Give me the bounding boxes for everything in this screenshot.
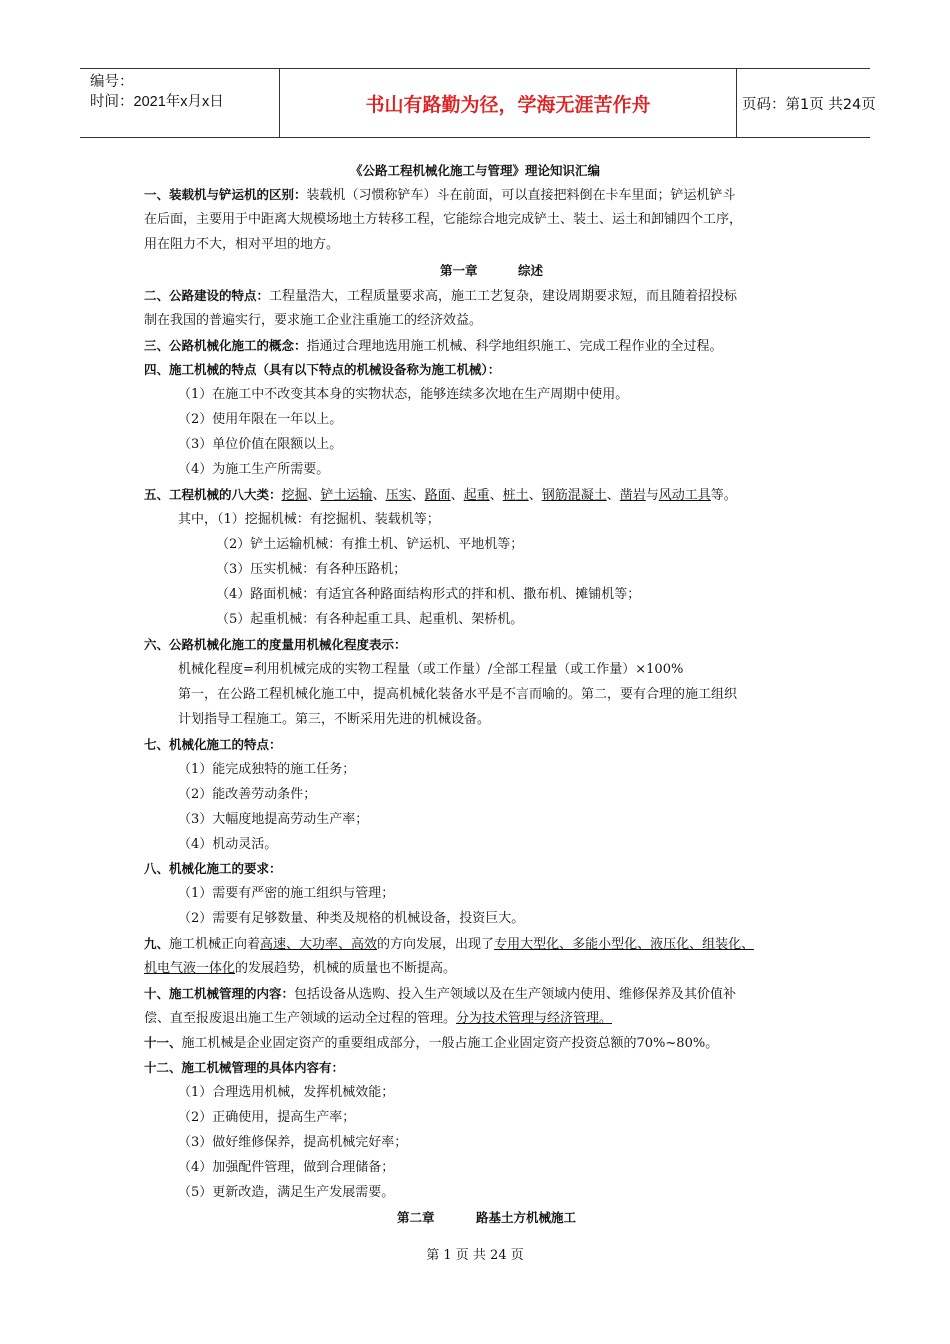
section-2-line-1: 二、公路建设的特点：工程量浩大，工程质量要求高，施工工艺复杂，建设周期要求短，而且随着招投标 bbox=[144, 288, 738, 304]
section-10-line-2: 偿、直至报废退出施工生产领域的运动全过程的管理。分为技术管理与经济管理。 bbox=[144, 1011, 613, 1026]
header-motto: 书山有路勤为径，学海无涯苦作舟 bbox=[280, 69, 737, 137]
section-5-item: （2）铲土运输机械：有推土机、铲运机、平地机等； bbox=[216, 537, 524, 552]
page-footer: 第 1 页 共 24 页 bbox=[426, 1248, 524, 1263]
section-8-item: （1）需要有严密的施工组织与管理； bbox=[178, 886, 395, 901]
section-4-item: （1）在施工中不改变其本身的实物状态，能够连续多次地在生产周期中使用。 bbox=[178, 387, 629, 402]
section-4-item: （2）使用年限在一年以上。 bbox=[178, 412, 343, 427]
category: 路面 bbox=[424, 488, 451, 503]
section-12-item: （2）正确使用，提高生产率； bbox=[178, 1110, 356, 1125]
section-6-formula: 机械化程度=利用机械完成的实物工程量（或工作量）/全部工程量（或工作量）×100% bbox=[178, 662, 684, 677]
section-4-item: （4）为施工生产所需要。 bbox=[178, 462, 330, 477]
section-7-item: （2）能改善劳动条件； bbox=[178, 787, 317, 802]
section-5-item: （3）压实机械：有各种压路机； bbox=[216, 562, 407, 577]
category: 桩土 bbox=[502, 488, 529, 503]
section-1-line-2: 在后面，主要用于中距离大规模场地土方转移工程，它能综合地完成铲土、装土、运土和卸铺四个工序， bbox=[144, 212, 743, 227]
section-5-line: 五、工程机械的八大类：挖掘、铲土运输、压实、路面、起重、桩土、钢筋混凝土、凿岩与风动工具等。 bbox=[144, 487, 737, 503]
section-6-line-2: 计划指导工程施工。第三，不断采用先进的机械设备。 bbox=[178, 712, 491, 727]
section-7-label: 七、机械化施工的特点： bbox=[144, 737, 282, 752]
section-1-line-1: 一、装载机与铲运机的区别：装载机（习惯称铲车）斗在前面，可以直接把料倒在卡车里面；铲运机铲斗 bbox=[144, 187, 736, 203]
header-page-info: 页码：第1页 共24页 bbox=[742, 96, 876, 113]
section-12-label: 十二、施工机械管理的具体内容有： bbox=[144, 1060, 345, 1075]
section-10-line-1: 十、施工机械管理的内容：包括设备从选购、投入生产领域以及在生产领域内使用、维修保养及其价值补 bbox=[144, 986, 737, 1002]
section-9-line-2: 机电气液一体化的发展趋势，机械的质量也不断提高。 bbox=[144, 961, 457, 976]
category: 风动工具 bbox=[658, 488, 711, 503]
section-8-item: （2）需要有足够数量、种类及规格的机械设备，投资巨大。 bbox=[178, 911, 525, 926]
section-1-label: 一、装载机与铲运机的区别： bbox=[144, 187, 307, 202]
section-12-item: （1）合理选用机械，发挥机械效能； bbox=[178, 1085, 395, 1100]
category: 铲土运输 bbox=[320, 488, 373, 503]
section-7-item: （3）大幅度地提高劳动生产率； bbox=[178, 812, 369, 827]
number-label: 编号： bbox=[90, 74, 134, 90]
section-4-item: （3）单位价值在限额以上。 bbox=[178, 437, 343, 452]
category: 钢筋混凝土 bbox=[541, 488, 607, 503]
section-12-item: （4）加强配件管理，做到合理储备； bbox=[178, 1160, 395, 1175]
chapter-1-name: 综述 bbox=[518, 263, 544, 278]
section-7-item: （4）机动灵活。 bbox=[178, 837, 278, 852]
header-meta bbox=[80, 69, 280, 137]
chapter-1-number: 第一章 bbox=[440, 263, 478, 278]
document-title: 《公路工程机械化施工与管理》理论知识汇编 bbox=[349, 163, 600, 178]
chapter-2-name: 路基土方机械施工 bbox=[476, 1210, 577, 1225]
section-6-line-1: 第一，在公路工程机械化施工中，提高机械化装备水平是不言而喻的。第二，要有合理的施工组织 bbox=[178, 687, 738, 702]
section-7-item: （1）能完成独特的施工任务； bbox=[178, 762, 356, 777]
section-1-line-3: 用在阻力不大，相对平坦的地方。 bbox=[144, 237, 340, 252]
section-6-label: 六、公路机械化施工的度量用机械化程度表示： bbox=[144, 637, 407, 652]
section-8-label: 八、机械化施工的要求： bbox=[144, 861, 282, 876]
section-4-label: 四、施工机械的特点（具有以下特点的机械设备称为施工机械）： bbox=[144, 362, 501, 377]
time-label: 时间：2021年x月x日 bbox=[90, 94, 224, 110]
section-5-item: （4）路面机械：有适宜各种路面结构形式的拌和机、撒布机、摊铺机等； bbox=[216, 587, 641, 602]
section-11: 十一、施工机械是企业固定资产的重要组成部分，一般占施工企业固定资产投资总额的70%~80%。 bbox=[144, 1035, 719, 1051]
section-5-item: （5）起重机械：有各种起重工具、起重机、架桥机。 bbox=[216, 612, 524, 627]
document-header bbox=[80, 68, 876, 138]
category: 压实 bbox=[385, 488, 412, 503]
section-2-line-2: 制在我国的普遍实行，要求施工企业注重施工的经济效益。 bbox=[144, 313, 483, 328]
section-12-item: （5）更新改造，满足生产发展需要。 bbox=[178, 1185, 395, 1200]
section-9-line-1: 九、施工机械正向着高速、大功率、高效的方向发展，出现了专用大型化、多能小型化、液压化、组装化、 bbox=[144, 936, 755, 952]
section-3: 三、公路机械化施工的概念：指通过合理地选用施工机械、科学地组织施工、完成工程作业的全过程。 bbox=[144, 338, 723, 354]
section-5-item: 其中，（1）挖掘机械：有挖掘机、装载机等； bbox=[178, 512, 440, 527]
chapter-2-number: 第二章 bbox=[397, 1210, 435, 1225]
category: 凿岩 bbox=[619, 488, 646, 503]
section-12-item: （3）做好维修保养，提高机械完好率； bbox=[178, 1135, 408, 1150]
category: 起重 bbox=[463, 488, 490, 503]
category: 挖掘 bbox=[281, 488, 308, 503]
